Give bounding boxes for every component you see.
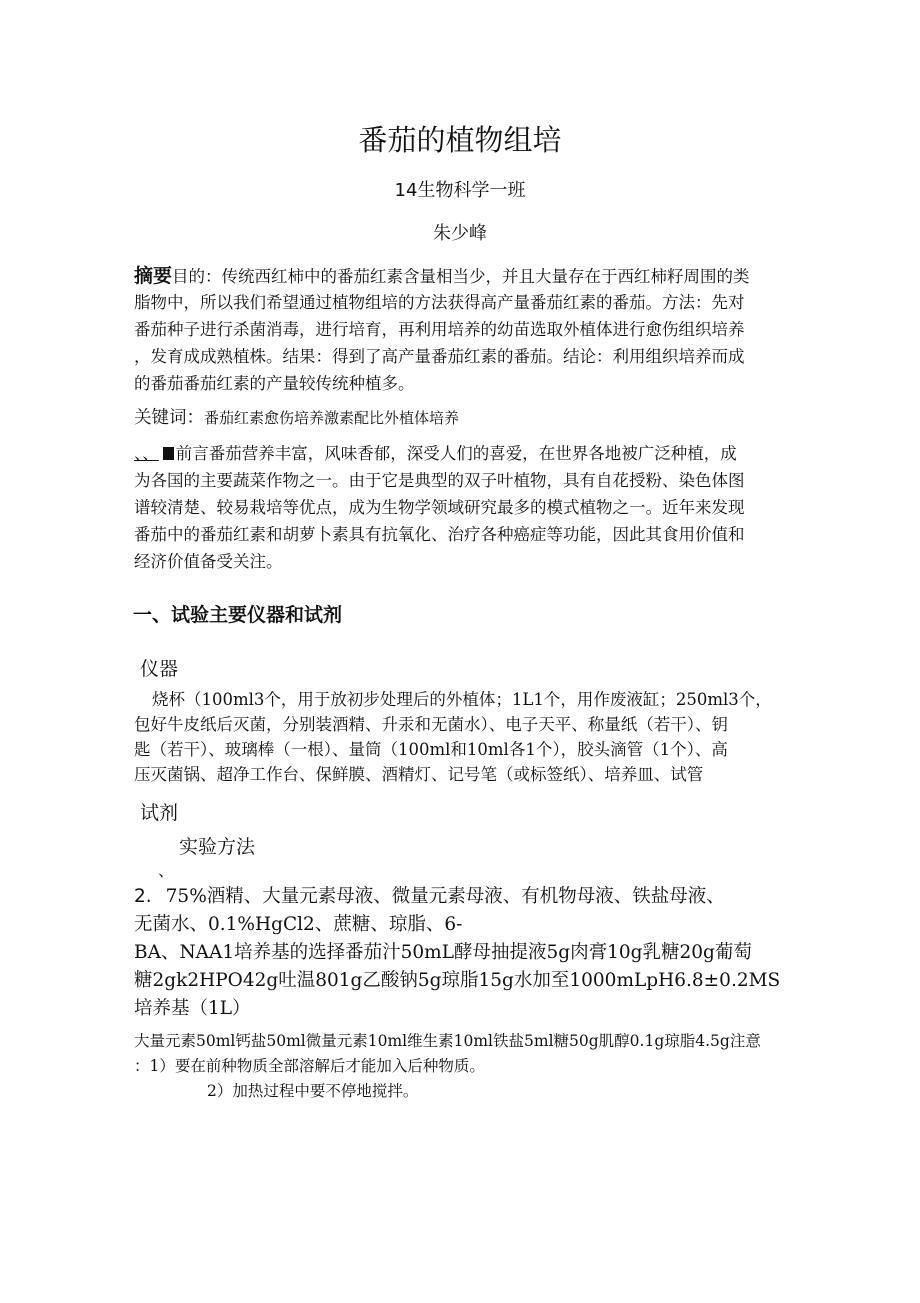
abstract-line: 番茄种子进行杀菌消毒，进行培育，再利用培养的幼苗选取外植体进行愈伤组织培养 <box>134 320 745 339</box>
intro-line: 番茄中的番茄红素和胡萝卜素具有抗氧化、治疗各种癌症等功能，因此其食用价值和 <box>134 525 745 544</box>
reagents-heading: 试剂 <box>140 802 179 824</box>
abstract-line <box>134 264 750 289</box>
intro-line: 谱较清楚、较易栽培等优点，成为生物学领域研究最多的模式植物之一。近年来发现 <box>134 498 745 517</box>
intro-text: 前言番茄营养丰富，风味香郁，深受人们的喜爱，在世界各地被广泛种植，成 <box>175 444 737 463</box>
reagent-line: 培养基（1L） <box>134 998 251 1019</box>
keywords-text: 番茄红素愈伤培养激素配比外植体培养 <box>204 409 460 427</box>
methods-heading: 实验方法 <box>179 836 256 858</box>
instruments-line: 压灭菌锅、超净工作台、保鲜膜、酒精灯、记号笔（或标签纸）、培养皿、试管 <box>134 765 704 784</box>
instruments-heading: 仪器 <box>140 658 179 680</box>
ms-line: ：1）要在前种物质全部溶解后才能加入后种物质。 <box>134 1057 485 1075</box>
reagent-line: 无菌水、0.1%HgCl2、蔗糖、琼脂、6- <box>134 914 463 935</box>
abstract-text: 目的：传统西红柿中的番茄红素含量相当少，并且大量存在于西红柿籽周围的类 <box>172 267 750 286</box>
abstract-line: 的番茄番茄红素的产量较传统种植多。 <box>134 374 415 393</box>
intro-line: 经济价值备受关注。 <box>134 552 283 571</box>
instruments-line: 烧杯（100ml3个，用于放初步处理后的外植体；1L1个，用作废液缸；250ml3个， <box>152 690 772 709</box>
reagent-line: 糖2gk2HPO42g吐温801g乙酸钠5g琼脂15g水加至1000mLpH6.8±0.2MS <box>134 970 781 991</box>
reagent-text: 75%酒精、大量元素母液、微量元素母液、有机物母液、铁盐母液、 <box>165 886 725 907</box>
keywords-label: 关键词： <box>134 408 204 428</box>
list-number: 2. <box>134 886 152 907</box>
square-bullet-icon <box>163 447 174 460</box>
reagent-line <box>134 884 725 910</box>
instruments-line: 包好牛皮纸后灭菌，分别装酒精、升汞和无菌水）、电子天平、称量纸（若干）、钥 <box>134 715 728 734</box>
abstract-line: ，发育成成熟植株。结果：得到了高产量番茄红素的番茄。结论：利用组织培养而成 <box>134 347 745 366</box>
ms-line: 大量元素50ml钙盐50ml微量元素10ml维生素10ml铁盐5ml糖50g肌醇0.1g琼脂4.5g注意 <box>134 1032 761 1050</box>
document-subtitle: 14生物科学一班 <box>394 180 526 201</box>
ms-line: 2）加热过程中要不停地搅拌。 <box>207 1082 419 1100</box>
stray-mark: 、 <box>158 861 175 880</box>
intro-marker: 、、 <box>134 444 159 463</box>
keywords-line <box>134 406 459 430</box>
abstract-line: 脂物中，所以我们希望通过植物组培的方法获得高产量番茄红素的番茄。方法：先对 <box>134 293 745 312</box>
abstract-label: 摘要 <box>134 265 173 287</box>
intro-line: 为各国的主要蔬菜作物之一。由于它是典型的双子叶植物，具有自花授粉、染色体图 <box>134 471 745 490</box>
reagent-line: BA、NAA1培养基的选择番茄汁50mL酵母抽提液5g肉膏10g乳糖20g葡萄 <box>134 942 752 963</box>
document-title: 番茄的植物组培 <box>358 123 562 157</box>
instruments-line: 匙（若干）、玻璃棒（一根）、量筒（100ml和10ml各1个），胶头滴管（1个）、高 <box>134 740 728 759</box>
intro-line <box>134 442 737 466</box>
section-heading: 一、试验主要仪器和试剂 <box>133 604 343 626</box>
document-author: 朱少峰 <box>433 223 487 244</box>
